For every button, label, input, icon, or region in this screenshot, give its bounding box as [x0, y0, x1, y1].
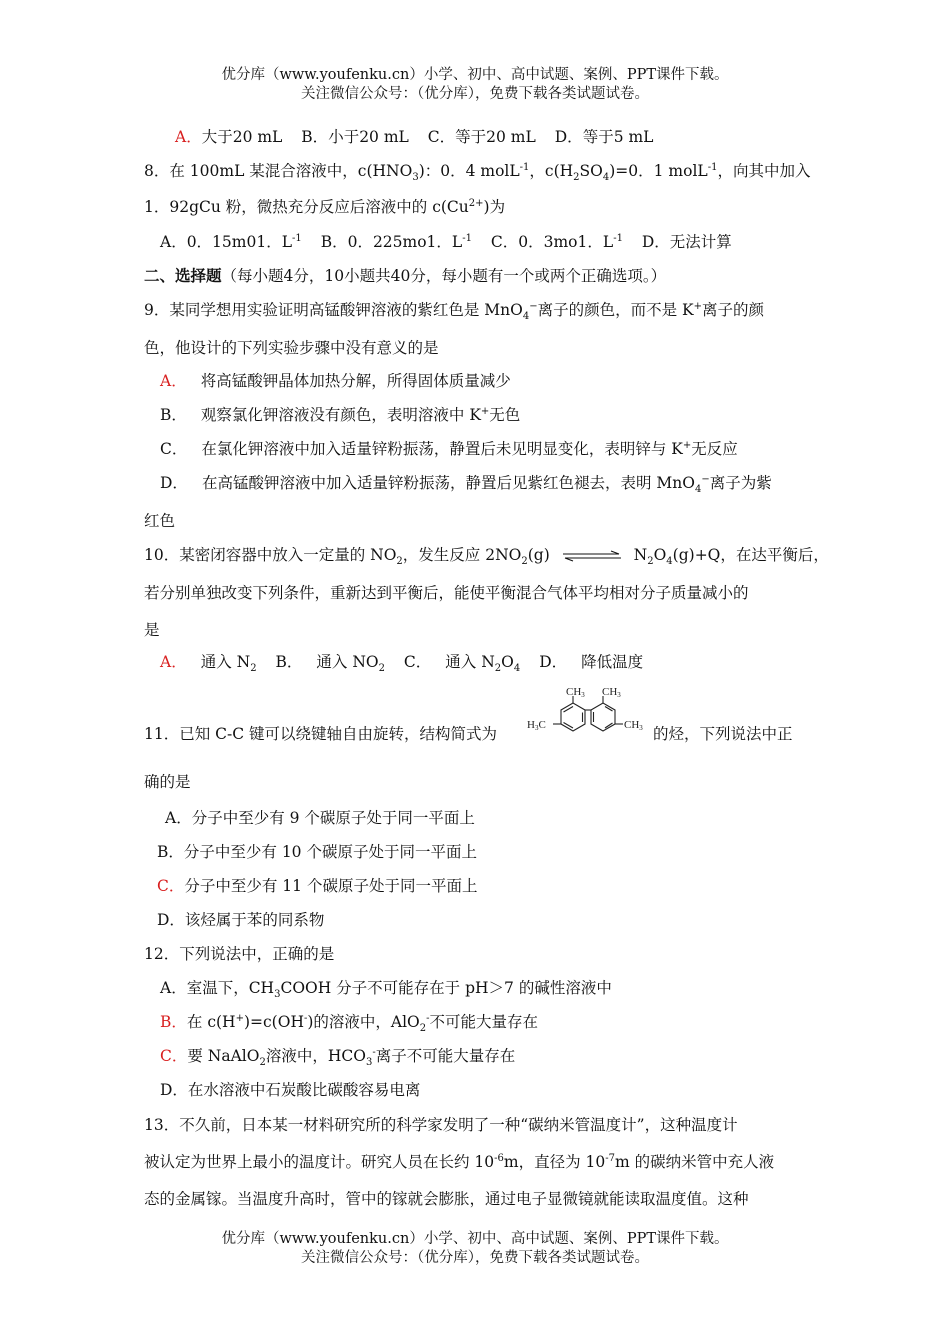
q7-option-a-label: A．: [175, 128, 202, 146]
q8-sup: -1: [292, 232, 302, 244]
q11-stem-line-2: 确的是: [144, 773, 191, 791]
q10-stem-line-1: [144, 544, 829, 566]
q10-option-d-label: D．: [539, 653, 568, 671]
q10-text: O: [653, 546, 667, 564]
q9-sup: +: [682, 439, 692, 451]
q10-stem-line-2: 若分别单独改变下列条件，重新达到平衡后，能使平衡混合气体平均相对分子质量减小的: [144, 584, 749, 602]
q9-option-d: [160, 472, 772, 494]
q13-line-3: 态的金属镓。当温度升高时，管中的镓就会膨胀，通过电子显微镜就能读取温度值。这种: [144, 1190, 749, 1208]
q8-text: )=0．1 molL: [609, 162, 708, 180]
q7-option-b-label: B．: [301, 128, 329, 146]
q13-line-2: [144, 1151, 774, 1173]
q9-option-b-text: 观察氯化钾溶液没有颜色，表明溶液中 K: [200, 406, 481, 424]
q12-text: )的溶液中，AlO: [307, 1013, 420, 1031]
q12-sub: 3: [365, 1057, 373, 1069]
q10-option-a-label: A．: [160, 653, 187, 671]
q11-stem-line-1a: 11．已知 C-C 键可以绕键轴自由旋转，结构简式为: [144, 725, 498, 743]
q8-sup: -1: [707, 161, 718, 173]
q9-option-b-text: 无色: [489, 406, 521, 424]
q8-sup: 2+: [468, 197, 484, 209]
q9-text: 离子的颜: [702, 301, 765, 319]
q11-option-d: D．该烃属于苯的同系物: [157, 911, 325, 929]
page-header: [0, 66, 950, 104]
q12-text: )=c(OH: [243, 1013, 304, 1031]
equilibrium-arrow-icon: [561, 550, 623, 562]
q8-text: ，向其中加入: [717, 162, 811, 180]
q12-option-d: D．在水溶液中石炭酸比碳酸容易电离: [160, 1081, 421, 1099]
q10-sub: 4: [666, 556, 673, 568]
q12-sup: -: [372, 1046, 376, 1058]
q7-options: [175, 126, 653, 148]
q12-sub: 2: [419, 1023, 427, 1035]
q13-sup: -7: [605, 1152, 616, 1164]
page-footer: [0, 1230, 950, 1268]
q12-sup: -: [426, 1012, 430, 1024]
q8-option-a: A．0．15m01．L: [160, 233, 292, 251]
methyl-label-1: CH3: [566, 686, 585, 699]
q7-option-c-label: C．: [427, 128, 456, 146]
header-line-1: 优分库（www.youfenku.cn）小学、初中、高中试题、案例、PPT课件下载。: [221, 67, 729, 83]
q9-sup: +: [693, 300, 703, 312]
section-title: 二、选择题: [144, 266, 222, 285]
q12-text: 溶液中，HCO: [265, 1047, 366, 1065]
section-2-heading: [144, 265, 666, 287]
q9-stem-line-1: [144, 299, 764, 321]
q9-sub: 4: [522, 311, 530, 323]
q11-option-a: A．分子中至少有 9 个碳原子处于同一平面上: [165, 809, 475, 827]
q10-sub: 2: [396, 556, 403, 568]
q8-text: 1．92gCu 粉，微热充分反应后溶液中的 c(Cu: [144, 198, 469, 216]
q10-option-a: 通入 N: [200, 653, 251, 671]
q8-stem-line-2: [144, 196, 505, 218]
q12-option-a: [160, 977, 612, 999]
q12-text: 在 c(H: [186, 1013, 236, 1031]
q12-sub: 2: [259, 1057, 266, 1069]
q13-line-1: 13．不久前，日本某一材料研究所的科学家发明了一种“碳纳米管温度计”，这种温度计: [144, 1116, 738, 1134]
q8-option-d: D．无法计算: [641, 233, 732, 251]
q9-option-d-text: 在高锰酸钾溶液中加入适量锌粉振荡，静置后见紫红色褪去，表明 MnO: [201, 474, 695, 492]
q9-text: 9．某同学想用实验证明高锰酸钾溶液的紫红色是 MnO: [144, 301, 523, 319]
q10-sub: 2: [521, 556, 528, 568]
q12-option-b-label: B．: [160, 1013, 187, 1031]
q9-option-d-continued: 红色: [144, 512, 176, 530]
q10-option-d: 降低温度: [581, 653, 644, 671]
q8-stem-line-1: [144, 160, 810, 182]
q8-option-b: B．0．225mo1．L: [320, 233, 463, 251]
q7-option-b: 小于20 mL: [328, 128, 409, 146]
q9-option-a-label: A．: [160, 372, 187, 390]
q9-sup: −: [529, 300, 538, 312]
q8-text: )：0．4 molL: [418, 162, 520, 180]
section-note: （每小题4分，10小题共40分，每小题有一个或两个正确选项。）: [221, 267, 667, 285]
q12-sub: 3: [274, 989, 281, 1001]
q10-sub: 2: [250, 663, 257, 675]
q10-options: [160, 651, 643, 673]
q13-text: 被认定为世界上最小的温度计。研究人员在长约 10: [144, 1153, 495, 1171]
q10-text: ，发生反应 2NO: [402, 546, 522, 564]
q10-sub: 4: [513, 663, 521, 675]
q12-text: COOH 分子不可能存在于 pH＞7 的碱性溶液中: [280, 979, 612, 997]
q8-sup: -1: [519, 161, 530, 173]
q13-text: m，直径为 10: [503, 1153, 606, 1171]
q8-sub: 3: [412, 172, 419, 184]
q10-option-c-label: C．: [403, 653, 432, 671]
q10-text: 10．某密闭容器中放入一定量的 NO: [144, 546, 397, 564]
q12-sup: -: [303, 1012, 308, 1024]
q10-sub: 2: [647, 556, 654, 568]
q9-sup: −: [701, 473, 710, 485]
q10-stem-line-3: 是: [144, 621, 160, 639]
q10-option-b: 通入 NO: [316, 653, 379, 671]
q8-text: ，c(H: [529, 162, 574, 180]
q7-option-d-label: D．: [554, 128, 583, 146]
q8-sup: -1: [613, 232, 623, 244]
methyl-label-3: H3C: [527, 719, 546, 732]
q8-sup: -1: [462, 232, 472, 244]
q9-sup: +: [480, 405, 490, 417]
q13-sup: -6: [494, 1152, 504, 1164]
q12-option-b: [160, 1011, 538, 1033]
q12-option-c: [160, 1045, 515, 1067]
q9-option-d-text: 离子为紫: [709, 474, 772, 492]
q11-stem-line-1b: 的烃，下列说法中正: [653, 725, 793, 743]
q9-option-b-label: B．: [160, 406, 187, 424]
q12-sup: +: [235, 1012, 244, 1024]
q13-text: m 的碳纳米管中充人液: [615, 1153, 775, 1171]
q7-option-d: 等于5 mL: [582, 128, 654, 146]
footer-line-1: 优分库（www.youfenku.cn）小学、初中、高中试题、案例、PPT课件下载。: [221, 1231, 729, 1247]
q9-sub: 4: [694, 484, 702, 496]
methyl-label-2: CH3: [602, 686, 621, 699]
q9-option-c-label: C．: [160, 440, 188, 458]
q12-text: 不可能大量存在: [429, 1013, 539, 1031]
q9-option-b: [160, 404, 520, 426]
q8-option-c: C．0．3mo1．L: [490, 233, 614, 251]
q10-sub: 2: [378, 663, 385, 675]
q9-option-c: [160, 438, 738, 460]
q12-option-c-label: C．: [160, 1047, 188, 1065]
q11-option-c-text: C．分子中至少有 11 个碳原子处于同一平面上: [157, 877, 478, 895]
q8-options: [160, 231, 732, 253]
dimethylbiphenyl-structure: [525, 684, 653, 746]
q8-text: )为: [483, 198, 506, 216]
q7-option-c: 等于20 mL: [455, 128, 536, 146]
q9-text: 离子的颜色，而不是 K: [537, 301, 694, 319]
q7-option-a: 大于20 mL: [201, 128, 283, 146]
q9-option-d-label: D．: [160, 474, 188, 492]
q9-option-c-text: 在氯化钾溶液中加入适量锌粉振荡，静置后未见明显变化，表明锌与 K: [201, 440, 683, 458]
header-line-2: 关注微信公众号：（优分库），免费下载各类试题试卷。: [301, 86, 649, 102]
q12-stem: 12．下列说法中，正确的是: [144, 945, 335, 963]
q8-text: 8．在 100mL 某混合溶液中，c(HNO: [144, 162, 413, 180]
q9-stem-line-2: 色，他设计的下列实验步骤中没有意义的是: [144, 339, 439, 357]
q9-option-c-text: 无反应: [691, 440, 738, 458]
q12-text: 要 NaAlO: [187, 1047, 260, 1065]
q8-text: SO: [579, 162, 603, 180]
q10-option-c: O: [501, 653, 514, 671]
q10-text: (g)+Q，在达平衡后，: [672, 546, 829, 564]
methyl-label-4: CH3: [624, 719, 643, 732]
q9-option-a: [160, 370, 511, 392]
q12-text: A．室温下，CH: [160, 979, 275, 997]
q10-option-c: 通入 N: [445, 653, 495, 671]
q11-option-b: B．分子中至少有 10 个碳原子处于同一平面上: [157, 843, 477, 861]
q8-sub: 4: [602, 172, 610, 184]
q12-text: 离子不可能大量存在: [375, 1047, 516, 1065]
q10-option-b-label: B．: [275, 653, 303, 671]
q10-sub: 2: [494, 663, 502, 675]
footer-line-2: 关注微信公众号：（优分库），免费下载各类试题试卷。: [301, 1250, 649, 1266]
q8-sub: 2: [573, 172, 580, 184]
q9-option-a-text: 将高锰酸钾晶体加热分解，所得固体质量减少: [200, 372, 511, 390]
q10-text: (g): [527, 546, 550, 564]
q10-text: N: [633, 546, 648, 564]
q11-option-c: [157, 875, 477, 897]
